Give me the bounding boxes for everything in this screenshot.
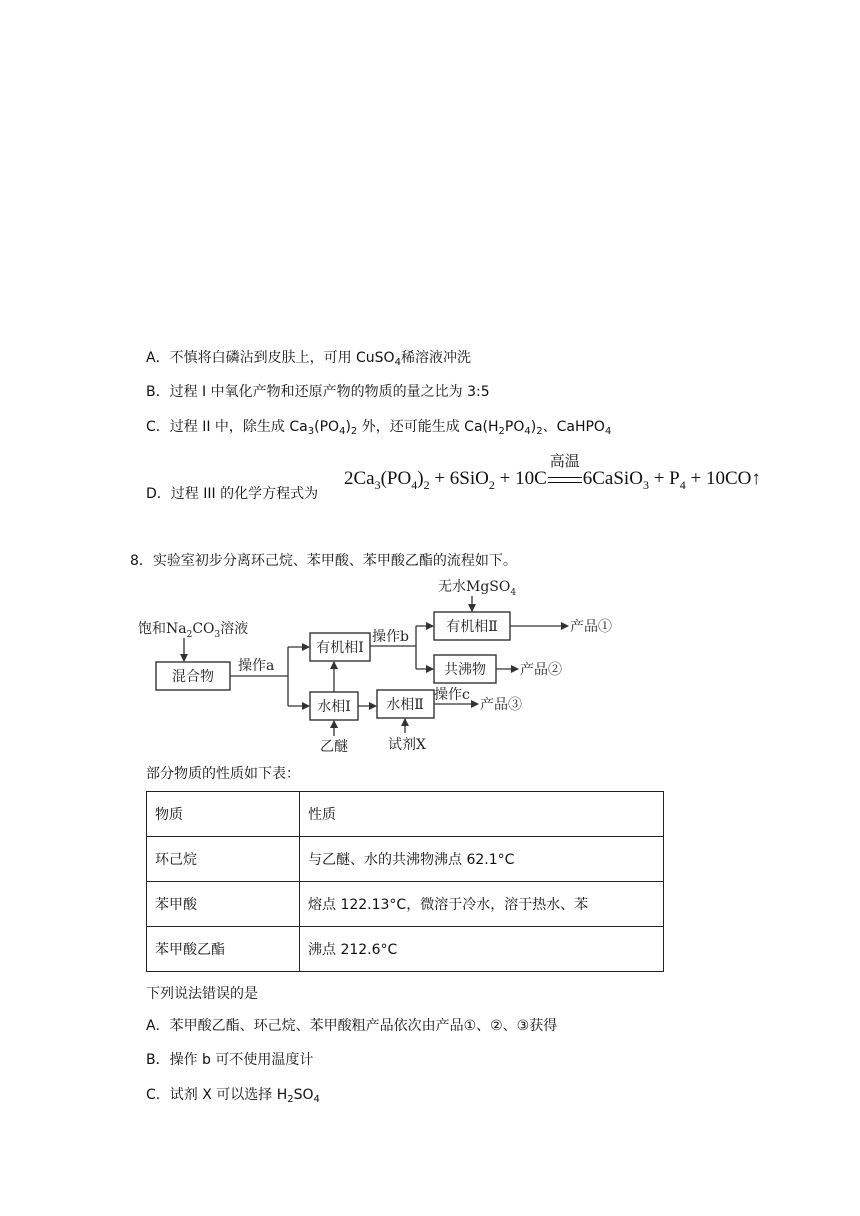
product-3-label: 产品③	[480, 697, 522, 713]
q7-option-a: A．不慎将白磷沾到皮肤上，可用 CuSO$_4$稀溶液冲洗	[146, 350, 471, 368]
q8-question: 下列说法错误的是	[146, 986, 258, 1002]
operation-b-label: 操作b	[372, 629, 409, 645]
table-header-cell: 物质	[147, 792, 300, 837]
q8-option-a: A．苯甲酸乙酯、环己烷、苯甲酸粗产品依次由产品①、②、③获得	[146, 1018, 558, 1034]
azeotrope-text: 共沸物	[444, 662, 486, 678]
table-row	[147, 927, 664, 972]
product-1-label: 产品①	[570, 619, 612, 635]
reaction-condition: 高温	[547, 468, 583, 490]
properties-table	[146, 791, 664, 972]
reagent-x-label: 试剂X	[388, 737, 426, 753]
organic-phase-1-text: 有机相Ⅰ	[316, 640, 364, 656]
water-phase-2-text: 水相Ⅱ	[386, 697, 424, 713]
operation-c-label: 操作c	[434, 687, 470, 703]
q7-option-d-label: D．过程 III 的化学方程式为	[146, 486, 319, 502]
product-2-label: 产品②	[520, 662, 562, 678]
na2co3-label: 饱和$Na_2CO_3$溶液	[138, 621, 249, 640]
q7-option-b: B．过程 I 中氧化产物和还原产物的物质的量之比为 3:5	[146, 384, 490, 400]
table-row	[147, 882, 664, 927]
table-row	[147, 837, 664, 882]
table-cell: 环己烷	[147, 837, 300, 882]
organic-phase-2-text: 有机相Ⅱ	[446, 619, 498, 635]
table-intro: 部分物质的性质如下表：	[146, 766, 300, 782]
table-cell: 苯甲酸乙酯	[147, 927, 300, 972]
mgso4-label: 无水MgSO$_4$	[438, 579, 517, 598]
q8-stem: 8．实验室初步分离环己烷、苯甲酸、苯甲酸乙酯的流程如下。	[130, 553, 517, 569]
table-cell: 苯甲酸	[147, 882, 300, 927]
table-cell: 沸点 212.6°C	[300, 927, 664, 972]
table-cell: 熔点 122.13°C，微溶于冷水，溶于热水、苯	[300, 882, 664, 927]
q8-option-b: B．操作 b 可不使用温度计	[146, 1052, 314, 1068]
separation-flowchart	[120, 576, 640, 756]
water-phase-1-text: 水相Ⅰ	[317, 699, 351, 715]
chemical-equation: $2Ca_3(PO_4)_2 + 6SiO_2 + 10C$ 高温 6CaSiO$_3$ + $P_4$ + 10CO↑	[344, 452, 761, 492]
q7-option-c: C．过程 II 中，除生成 $Ca_3(PO_4)_2$ 外，还可能生成 $Ca(H_2PO_4)_2$、CaHPO$_4$	[146, 419, 612, 437]
operation-a-label: 操作a	[238, 658, 275, 674]
ether-label: 乙醚	[320, 739, 348, 755]
q8-option-c: C．试剂 X 可以选择 $H_2SO_4$	[146, 1087, 320, 1105]
table-header-row	[147, 792, 664, 837]
table-header-cell: 性质	[300, 792, 664, 837]
table-cell: 与乙醚、水的共沸物沸点 62.1°C	[300, 837, 664, 882]
mixture-text: 混合物	[172, 669, 214, 685]
